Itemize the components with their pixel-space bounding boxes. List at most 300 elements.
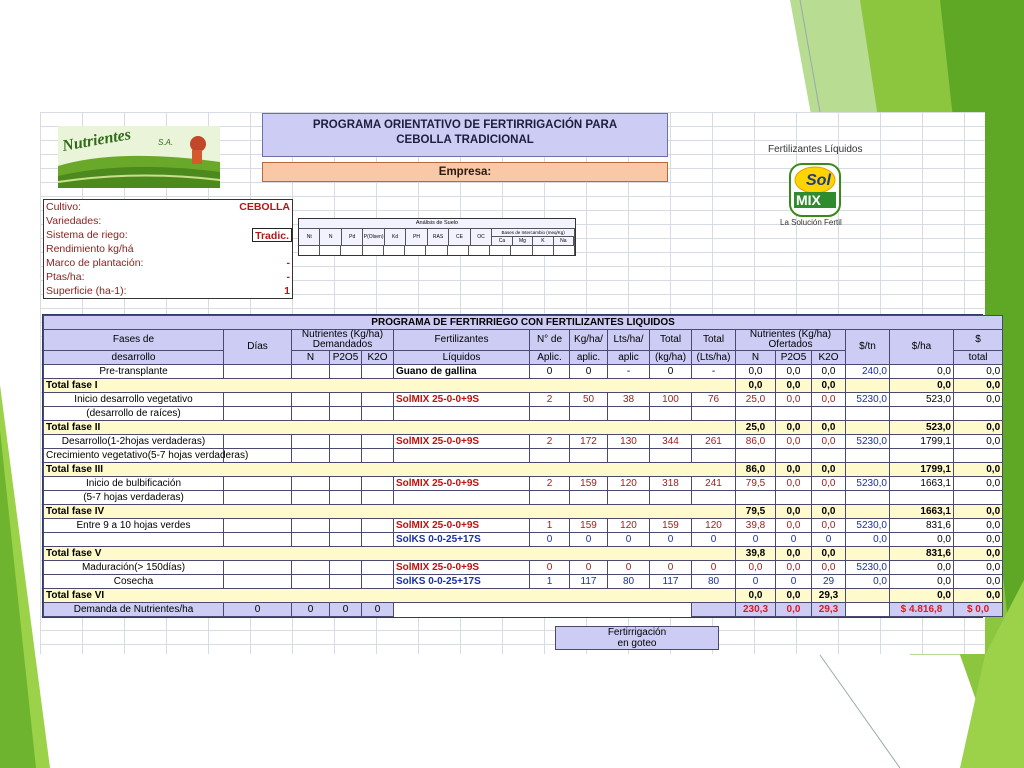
col-header-fases-2: desarrollo <box>44 351 224 365</box>
lts-per-application[interactable]: 120 <box>608 477 650 491</box>
phase-row <box>44 407 1003 421</box>
kg-per-application[interactable]: 117 <box>570 575 608 589</box>
soil-col: P(Olsen) <box>363 229 384 245</box>
phase-row <box>44 435 1003 449</box>
price-tn[interactable]: 5230,0 <box>846 561 890 575</box>
phase-total-label: Total fase VI <box>44 589 736 603</box>
num-applications[interactable]: 2 <box>530 477 570 491</box>
kg-per-application[interactable]: 50 <box>570 393 608 407</box>
phase-total-label: Total fase II <box>44 421 736 435</box>
soil-cell[interactable] <box>299 246 320 255</box>
empty-cell[interactable] <box>812 407 846 421</box>
offered-p: 0,0 <box>776 365 812 379</box>
empty-cell[interactable] <box>954 449 1003 463</box>
demand-n-cell[interactable] <box>292 561 330 575</box>
demand-n-cell[interactable] <box>292 575 330 589</box>
empty-cell[interactable] <box>330 407 362 421</box>
total-lts: 80 <box>692 575 736 589</box>
price-ha: 0,0 <box>890 379 954 393</box>
phase-name: Entre 9 a 10 hojas verdes <box>44 519 224 533</box>
crop-info-label: Variedades: <box>46 215 102 227</box>
empty-cell[interactable] <box>570 407 608 421</box>
fertilizer-name[interactable]: SolMIX 25-0-0+9S <box>394 561 530 575</box>
empty-cell[interactable] <box>394 491 530 505</box>
offered-k: 0,0 <box>812 435 846 449</box>
offered-p: 0,0 <box>776 589 812 603</box>
price-ha: 523,0 <box>890 421 954 435</box>
price-tn[interactable]: 5230,0 <box>846 435 890 449</box>
phase-total-label: Total fase V <box>44 547 736 561</box>
fertilizer-name[interactable]: SolMIX 25-0-0+9S <box>394 477 530 491</box>
phase-total-label: Total fase III <box>44 463 736 477</box>
sol-text: Sol <box>806 172 831 189</box>
empty-cell[interactable] <box>292 449 330 463</box>
total-kg: 318 <box>650 477 692 491</box>
demand-p-cell[interactable] <box>330 575 362 589</box>
crop-info-row <box>44 200 292 214</box>
col-header-kg: Kg/ha/ <box>570 330 608 351</box>
fertirrigacion-price-total: $ 0,0 <box>954 603 1003 617</box>
price-total: 0,0 <box>954 547 1003 561</box>
fertirrigacion-p: 0,0 <box>776 603 812 617</box>
col-header-total-lts-2: (Lts/ha) <box>692 351 736 365</box>
empty-cell[interactable] <box>776 407 812 421</box>
soil-col: Mg <box>513 237 533 245</box>
liquid-fertilizers-label: Fertilizantes Líquidos <box>768 144 863 155</box>
demand-k-cell[interactable] <box>362 393 394 407</box>
demand-p-cell[interactable] <box>330 533 362 547</box>
empty-cell[interactable] <box>570 449 608 463</box>
fertilizer-name[interactable]: SolMIX 25-0-0+9S <box>394 393 530 407</box>
empty-cell[interactable] <box>292 491 330 505</box>
empty-cell[interactable] <box>608 491 650 505</box>
total-lts: 241 <box>692 477 736 491</box>
num-applications[interactable]: 0 <box>530 365 570 379</box>
empty-cell[interactable] <box>846 407 890 421</box>
empty-cell[interactable] <box>776 449 812 463</box>
crop-info-value[interactable]: - <box>286 257 290 269</box>
phase-name: Desarrollo(1-2hojas verdaderas) <box>44 435 224 449</box>
phase-row <box>44 491 1003 505</box>
soil-cell[interactable] <box>363 246 384 255</box>
empty-cell[interactable] <box>570 491 608 505</box>
price-total: 0,0 <box>954 561 1003 575</box>
empty-cell[interactable] <box>776 491 812 505</box>
offered-p: 0,0 <box>776 435 812 449</box>
col-header-fertilizantes-2: Líquidos <box>394 351 530 365</box>
price-total: 0,0 <box>954 463 1003 477</box>
empty-cell[interactable] <box>650 491 692 505</box>
title-line-2: CEBOLLA TRADICIONAL <box>396 134 534 146</box>
soil-cell[interactable] <box>511 246 532 255</box>
price-ha: 0,0 <box>890 365 954 379</box>
price-ha: 1799,1 <box>890 435 954 449</box>
col-header-price-total: $ <box>954 330 1003 351</box>
lts-per-application[interactable]: - <box>608 365 650 379</box>
spreadsheet-image <box>40 112 1001 654</box>
soil-cell[interactable] <box>320 246 341 255</box>
price-tn <box>846 379 890 393</box>
soil-cell[interactable] <box>469 246 490 255</box>
demand-n-cell[interactable] <box>292 519 330 533</box>
soil-cell[interactable] <box>341 246 362 255</box>
offered-k: 29 <box>812 575 846 589</box>
offered-n: 0,0 <box>736 561 776 575</box>
col-header-dias: Días <box>224 330 292 365</box>
empty-cell[interactable] <box>530 491 570 505</box>
empty-cell[interactable] <box>650 407 692 421</box>
empty-cell[interactable] <box>846 491 890 505</box>
soil-col: Pd <box>342 229 363 245</box>
empty-cell[interactable] <box>890 407 954 421</box>
num-applications[interactable]: 0 <box>530 561 570 575</box>
total-kg: 0 <box>650 365 692 379</box>
phase-name <box>44 533 224 547</box>
price-total: 0,0 <box>954 477 1003 491</box>
kg-per-application[interactable]: 159 <box>570 477 608 491</box>
phase-total-row <box>44 547 1003 561</box>
col-header-nut-ofertados: Nutrientes (Kg/ha) Ofertados <box>736 330 846 351</box>
crop-info-box <box>43 199 293 299</box>
crop-info-row <box>44 284 292 298</box>
phase-name: Cosecha <box>44 575 224 589</box>
phase-total-label: Total fase IV <box>44 505 736 519</box>
lts-per-application[interactable]: 38 <box>608 393 650 407</box>
empty-cell[interactable] <box>692 491 736 505</box>
crop-info-value[interactable]: 1 <box>284 285 290 297</box>
empty-cell[interactable] <box>812 449 846 463</box>
days-cell[interactable] <box>224 519 292 533</box>
phase-row <box>44 519 1003 533</box>
total-lts: 0 <box>692 533 736 547</box>
demand-n-cell[interactable] <box>292 435 330 449</box>
col-header-p: P2O5 <box>330 351 362 365</box>
crop-info-row <box>44 270 292 284</box>
demand-label: Demanda de Nutrientes/ha <box>44 603 224 617</box>
soil-col: RAS <box>428 229 449 245</box>
kg-per-application[interactable]: 0 <box>570 533 608 547</box>
fertirrigacion-line-2: en goteo <box>617 638 657 649</box>
crop-info-row <box>44 228 292 242</box>
price-ha: 1663,1 <box>890 505 954 519</box>
total-kg: 159 <box>650 519 692 533</box>
empty-cell[interactable] <box>292 407 330 421</box>
price-tn <box>846 421 890 435</box>
crop-info-label: Marco de plantación: <box>46 257 144 269</box>
soil-cell[interactable] <box>426 246 447 255</box>
soil-cell[interactable] <box>490 246 511 255</box>
price-tn[interactable]: 5230,0 <box>846 393 890 407</box>
fertirrigacion-k: 29,3 <box>812 603 846 617</box>
phase-name: Pre-transplante <box>44 365 224 379</box>
demand-k-cell[interactable] <box>362 365 394 379</box>
crop-info-label: Sistema de riego: <box>46 229 128 241</box>
offered-n: 39,8 <box>736 519 776 533</box>
total-lts: 120 <box>692 519 736 533</box>
phase-total-row <box>44 421 1003 435</box>
offered-n: 0,0 <box>736 589 776 603</box>
soil-cell[interactable] <box>554 246 575 255</box>
fertirriego-program-table <box>42 314 1001 649</box>
empty-cell[interactable] <box>362 407 394 421</box>
price-ha: 0,0 <box>890 589 954 603</box>
phase-row <box>44 477 1003 491</box>
days-cell[interactable] <box>224 533 292 547</box>
crop-info-row <box>44 242 292 256</box>
empty-cell[interactable] <box>650 449 692 463</box>
offered-k: 0 <box>812 533 846 547</box>
offered-n: 0,0 <box>736 365 776 379</box>
col-header-lts: Lts/ha/ <box>608 330 650 351</box>
fertirrigacion-spacer <box>692 603 736 617</box>
col-header-k: K2O <box>362 351 394 365</box>
price-total: 0,0 <box>954 519 1003 533</box>
logo-text: Nutrientes <box>60 126 133 155</box>
soil-analysis-title: Análisis de Suelo <box>299 219 575 229</box>
empty-cell[interactable] <box>890 491 954 505</box>
empty-cell[interactable] <box>954 491 1003 505</box>
price-tn[interactable]: 0,0 <box>846 533 890 547</box>
col-header-price-tn: $/tn <box>846 330 890 365</box>
crop-info-value[interactable] <box>288 214 292 228</box>
mix-text: MIX <box>796 192 821 208</box>
total-lts: 76 <box>692 393 736 407</box>
phase-name: Maduración(> 150días) <box>44 561 224 575</box>
col-header-price-ha: $/ha <box>890 330 954 365</box>
phase-row <box>44 561 1003 575</box>
soil-analysis-table <box>298 218 576 256</box>
price-tn[interactable]: 240,0 <box>846 365 890 379</box>
offered-p: 0,0 <box>776 505 812 519</box>
col-header-fases: Fases de <box>44 330 224 351</box>
demand-k-cell[interactable] <box>362 575 394 589</box>
offered-k: 0,0 <box>812 547 846 561</box>
demand-k-cell[interactable] <box>362 519 394 533</box>
empty-cell[interactable] <box>530 407 570 421</box>
crop-info-value[interactable]: CEBOLLA <box>239 201 290 213</box>
soil-col: Ca <box>492 237 512 245</box>
demand-p-cell[interactable] <box>330 393 362 407</box>
days-cell[interactable] <box>224 365 292 379</box>
demand-p-cell[interactable] <box>330 435 362 449</box>
logo-sub: S.A. <box>158 138 174 147</box>
offered-k: 0,0 <box>812 519 846 533</box>
price-total: 0,0 <box>954 365 1003 379</box>
price-total: 0,0 <box>954 421 1003 435</box>
empresa-field[interactable]: Empresa: <box>262 162 668 182</box>
num-applications[interactable]: 2 <box>530 435 570 449</box>
demand-p-cell[interactable] <box>330 561 362 575</box>
crop-info-value[interactable] <box>288 242 292 256</box>
phase-name: Crecimiento vegetativo(5-7 hojas verdaderas) <box>44 449 224 463</box>
kg-per-application[interactable]: 0 <box>570 365 608 379</box>
demand-p-cell[interactable] <box>330 477 362 491</box>
price-tn[interactable]: 5230,0 <box>846 519 890 533</box>
empty-cell[interactable] <box>530 449 570 463</box>
offered-k: 0,0 <box>812 505 846 519</box>
title-line-1: PROGRAMA ORIENTATIVO DE FERTIRRIGACIÓN PARA <box>312 119 618 131</box>
offered-k: 0,0 <box>812 477 846 491</box>
lts-per-application[interactable]: 130 <box>608 435 650 449</box>
offered-p: 0,0 <box>776 547 812 561</box>
offered-p: 0,0 <box>776 393 812 407</box>
soil-col: Kd <box>385 229 406 245</box>
crop-info-row <box>44 256 292 270</box>
demand-n-cell[interactable] <box>292 533 330 547</box>
kg-per-application[interactable]: 159 <box>570 519 608 533</box>
num-applications[interactable]: 0 <box>530 533 570 547</box>
empty-cell[interactable] <box>954 407 1003 421</box>
soil-col: CE <box>449 229 470 245</box>
price-ha: 0,0 <box>890 575 954 589</box>
phase-row <box>44 533 1003 547</box>
empty-cell[interactable] <box>736 491 776 505</box>
demand-k: 0 <box>362 603 394 617</box>
empty-cell[interactable] <box>394 407 530 421</box>
demand-dias: 0 <box>224 603 292 617</box>
solmix-tagline: La Solución Fertil <box>780 218 842 227</box>
kg-per-application[interactable]: 172 <box>570 435 608 449</box>
demand-k-cell[interactable] <box>362 533 394 547</box>
fertilizer-name[interactable]: SolMIX 25-0-0+9S <box>394 519 530 533</box>
price-tn <box>846 463 890 477</box>
soil-cell[interactable] <box>384 246 405 255</box>
total-kg: 0 <box>650 561 692 575</box>
demand-p-cell[interactable] <box>330 365 362 379</box>
crop-info-label: Cultivo: <box>46 201 82 213</box>
col-header-nut-demandados: Nutrientes (Kg/ha) Demandados <box>292 330 394 351</box>
num-applications[interactable]: 2 <box>530 393 570 407</box>
lts-per-application[interactable]: 0 <box>608 561 650 575</box>
price-tn <box>846 547 890 561</box>
days-cell[interactable] <box>224 393 292 407</box>
empty-cell[interactable] <box>736 449 776 463</box>
total-kg: 344 <box>650 435 692 449</box>
demand-p: 0 <box>330 603 362 617</box>
col-header-fertilizantes: Fertilizantes <box>394 330 530 351</box>
crop-info-value[interactable]: - <box>286 271 290 283</box>
soil-cell[interactable] <box>405 246 426 255</box>
demand-p-cell[interactable] <box>330 519 362 533</box>
empty-cell[interactable] <box>846 449 890 463</box>
price-tn[interactable]: 0,0 <box>846 575 890 589</box>
empty-cell[interactable] <box>812 491 846 505</box>
demand-n-cell[interactable] <box>292 393 330 407</box>
price-ha: 0,0 <box>890 533 954 547</box>
soil-col: K <box>533 237 553 245</box>
demand-k-cell[interactable] <box>362 477 394 491</box>
total-kg: 117 <box>650 575 692 589</box>
empty-cell[interactable] <box>394 449 530 463</box>
col-header-total-lts: Total <box>692 330 736 351</box>
offered-k: 0,0 <box>812 463 846 477</box>
soil-col: Na <box>554 237 574 245</box>
phase-name: Inicio de bulbificación <box>44 477 224 491</box>
phase-row <box>44 365 1003 379</box>
phase-total-row <box>44 505 1003 519</box>
fertilizer-name[interactable]: SolKS 0-0-25+17S <box>394 533 530 547</box>
offered-n: 25,0 <box>736 393 776 407</box>
crop-info-label: Rendimiento kg/há <box>46 243 134 255</box>
empty-cell[interactable] <box>362 449 394 463</box>
soil-bases-group <box>492 229 575 245</box>
soil-col: PH <box>406 229 427 245</box>
demand-k-cell[interactable] <box>362 435 394 449</box>
days-cell[interactable] <box>224 575 292 589</box>
total-lts: - <box>692 365 736 379</box>
empty-cell[interactable] <box>330 449 362 463</box>
lts-per-application[interactable]: 120 <box>608 519 650 533</box>
empty-cell[interactable] <box>692 449 736 463</box>
num-applications[interactable]: 1 <box>530 575 570 589</box>
offered-n: 79,5 <box>736 505 776 519</box>
kg-per-application[interactable]: 0 <box>570 561 608 575</box>
phase-total-row <box>44 589 1003 603</box>
total-lts: 261 <box>692 435 736 449</box>
soil-col: OC <box>471 229 492 245</box>
lts-per-application[interactable]: 0 <box>608 533 650 547</box>
soil-values-row <box>299 245 575 255</box>
fertilizer-name[interactable]: SolMIX 25-0-0+9S <box>394 435 530 449</box>
soil-col: N <box>320 229 341 245</box>
price-tn <box>846 589 890 603</box>
empty-cell[interactable] <box>330 491 362 505</box>
offered-p: 0 <box>776 575 812 589</box>
days-cell[interactable] <box>224 435 292 449</box>
days-cell[interactable] <box>224 477 292 491</box>
crop-info-row <box>44 214 292 228</box>
fertilizer-name[interactable]: SolKS 0-0-25+17S <box>394 575 530 589</box>
demand-gap <box>394 603 692 617</box>
demand-n-cell[interactable] <box>292 365 330 379</box>
program-table-title: PROGRAMA DE FERTIRRIEGO CON FERTILIZANTES LIQUIDOS <box>44 316 1003 330</box>
phase-total-label: Total fase I <box>44 379 736 393</box>
price-tn[interactable]: 5230,0 <box>846 477 890 491</box>
price-ha: 1663,1 <box>890 477 954 491</box>
lts-per-application[interactable]: 80 <box>608 575 650 589</box>
empty-cell[interactable] <box>608 407 650 421</box>
empty-cell[interactable] <box>224 491 292 505</box>
empty-cell[interactable] <box>692 407 736 421</box>
offered-k: 0,0 <box>812 421 846 435</box>
offered-n: 0 <box>736 533 776 547</box>
offered-p: 0,0 <box>776 463 812 477</box>
fertilizer-name[interactable]: Guano de gallina <box>394 365 530 379</box>
crop-info-value-selected[interactable]: Tradic. <box>252 228 292 242</box>
empty-cell[interactable] <box>362 491 394 505</box>
demand-k-cell[interactable] <box>362 561 394 575</box>
empty-cell[interactable] <box>890 449 954 463</box>
phase-name: (desarrollo de raíces) <box>44 407 224 421</box>
offered-p: 0,0 <box>776 477 812 491</box>
empty-cell[interactable] <box>224 407 292 421</box>
phase-name: Inicio desarrollo vegetativo <box>44 393 224 407</box>
col-header-total-kg: Total <box>650 330 692 351</box>
soil-cell[interactable] <box>533 246 554 255</box>
total-lts: 0 <box>692 561 736 575</box>
empty-cell[interactable] <box>736 407 776 421</box>
days-cell[interactable] <box>224 561 292 575</box>
col-header-of-p: P2O5 <box>776 351 812 365</box>
empty-cell[interactable] <box>608 449 650 463</box>
num-applications[interactable]: 1 <box>530 519 570 533</box>
offered-n: 79,5 <box>736 477 776 491</box>
price-total: 0,0 <box>954 505 1003 519</box>
demand-n-cell[interactable] <box>292 477 330 491</box>
soil-cell[interactable] <box>448 246 469 255</box>
col-header-napl-2: Aplic. <box>530 351 570 365</box>
col-header-total-kg-2: (kg/ha) <box>650 351 692 365</box>
